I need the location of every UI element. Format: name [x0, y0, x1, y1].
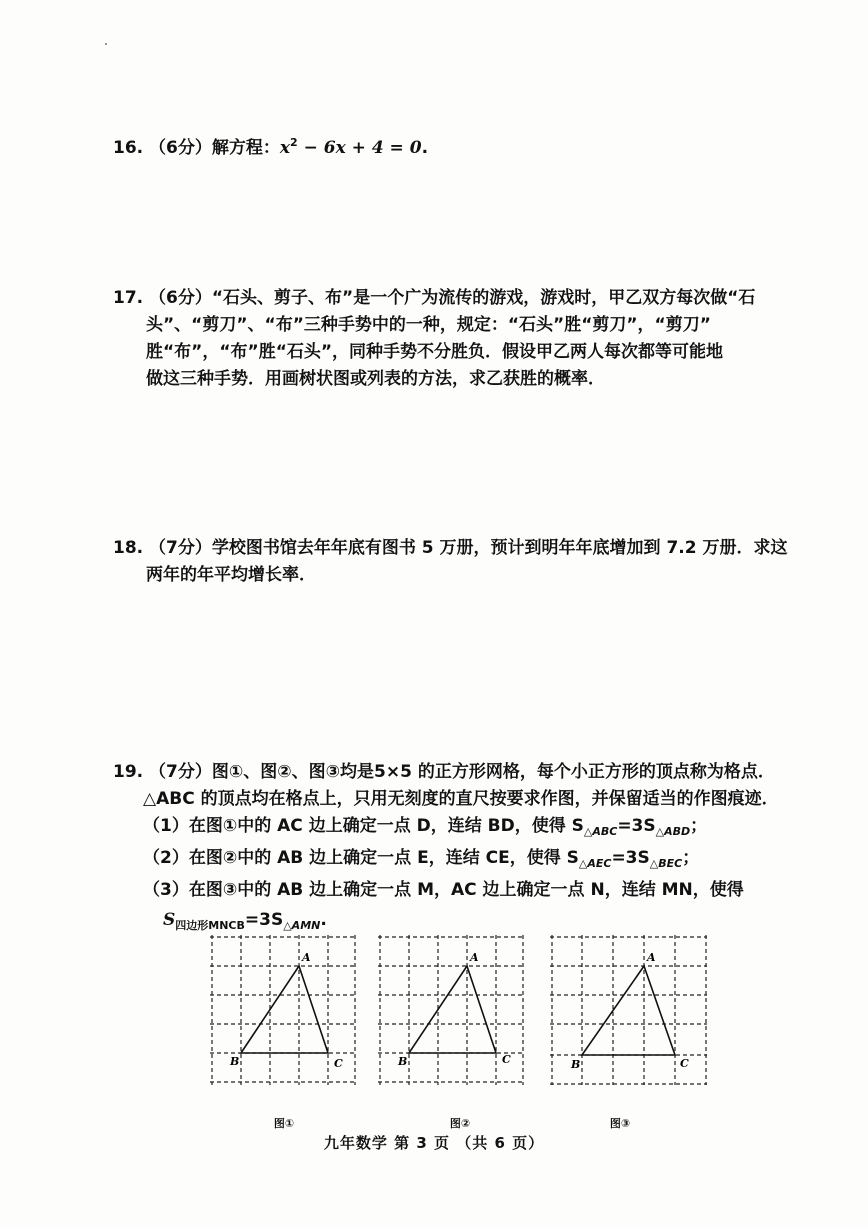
question-number: 17. [113, 288, 144, 308]
vertex-label-b: B [571, 1058, 581, 1071]
figure-2-caption: 图② [449, 1117, 471, 1130]
question-19 [113, 759, 779, 939]
question-part-1: （1）在图①中的 AC 边上确定一点 D，连结 BD，使得 $S_{\triangle ABC}=3S_{\triangle ABD}$； [143, 816, 708, 838]
triangle-abc [409, 966, 496, 1053]
question-line: （6分）“石头、剪子、布”是一个广为流传的游戏，游戏时，甲乙双方每次做“石 [149, 288, 756, 308]
question-part-3: （3）在图③中的 AB 边上确定一点 M，AC 边上确定一点 N，连结 MN，使得 [143, 880, 744, 900]
vertex-label-a: A [470, 951, 479, 964]
grid-figure-2 [378, 935, 528, 1085]
vertex-label-b: B [398, 1055, 408, 1068]
question-part-2: （2）在图②中的 AB 边上确定一点 E，连结 CE，使得 $S_{\triangle AEC}=3S_{\triangle BEC}$； [143, 848, 700, 870]
scan-speck [105, 43, 107, 45]
question-line: 胜“布”，“布”胜“石头”，同种手势不分胜负．假设甲乙两人每次都等可能地 [146, 342, 724, 362]
equation-end: . [421, 138, 429, 158]
question-line: （7分）学校图书馆去年年底有图书 5 万册，预计到明年年底增加到 7.2 万册．求这 [149, 538, 788, 558]
page-footer: 九年数学 第 3 页 （共 6 页） [323, 1134, 545, 1152]
question-number: 16. [113, 138, 144, 158]
question-number: 19. [113, 762, 144, 782]
triangle-abc [582, 966, 675, 1055]
question-17 [113, 285, 755, 393]
question-18 [113, 535, 788, 589]
question-line: （7分）图①、图②、图③均是5×5 的正方形网格，每个小正方形的顶点称为格点． [149, 762, 775, 782]
grid-figure-3 [550, 935, 710, 1085]
question-text: （6分）解方程： [149, 138, 280, 158]
vertex-label-c: C [502, 1053, 511, 1066]
question-line: 头”、“剪刀”、“布”三种手势中的一种，规定：“石头”胜“剪刀”，“剪刀” [146, 315, 711, 335]
vertex-label-c: C [680, 1057, 689, 1070]
question-part-3-formula: $S_{四边形MNCB}=3S_{\triangle AMN}$. [163, 910, 327, 932]
figure-1 [210, 935, 365, 1085]
question-line: 做这三种手势．用画树状图或列表的方法，求乙获胜的概率． [146, 369, 605, 389]
question-line: △ABC 的顶点均在格点上，只用无刻度的直尺按要求作图，并保留适当的作图痕迹． [143, 789, 779, 809]
question-16 [113, 129, 428, 162]
figure-1-caption: 图① [273, 1117, 295, 1130]
equation-rest: − 6x + 4 = 0 [297, 138, 422, 158]
question-line: 两年的年平均增长率． [146, 565, 316, 585]
triangle-abc [241, 966, 328, 1053]
figure-row [210, 935, 720, 1130]
equation-exponent: 2 [290, 136, 298, 149]
vertex-label-a: A [302, 951, 311, 964]
grid-figure-1 [210, 935, 360, 1085]
vertex-label-b: B [230, 1055, 240, 1068]
question-number: 18. [113, 538, 144, 558]
figure-3-caption: 图③ [609, 1117, 631, 1130]
vertex-label-c: C [334, 1057, 343, 1070]
figure-3 [550, 935, 705, 1085]
figure-2 [378, 935, 533, 1085]
equation-x: x [279, 138, 291, 158]
vertex-label-a: A [647, 951, 656, 964]
